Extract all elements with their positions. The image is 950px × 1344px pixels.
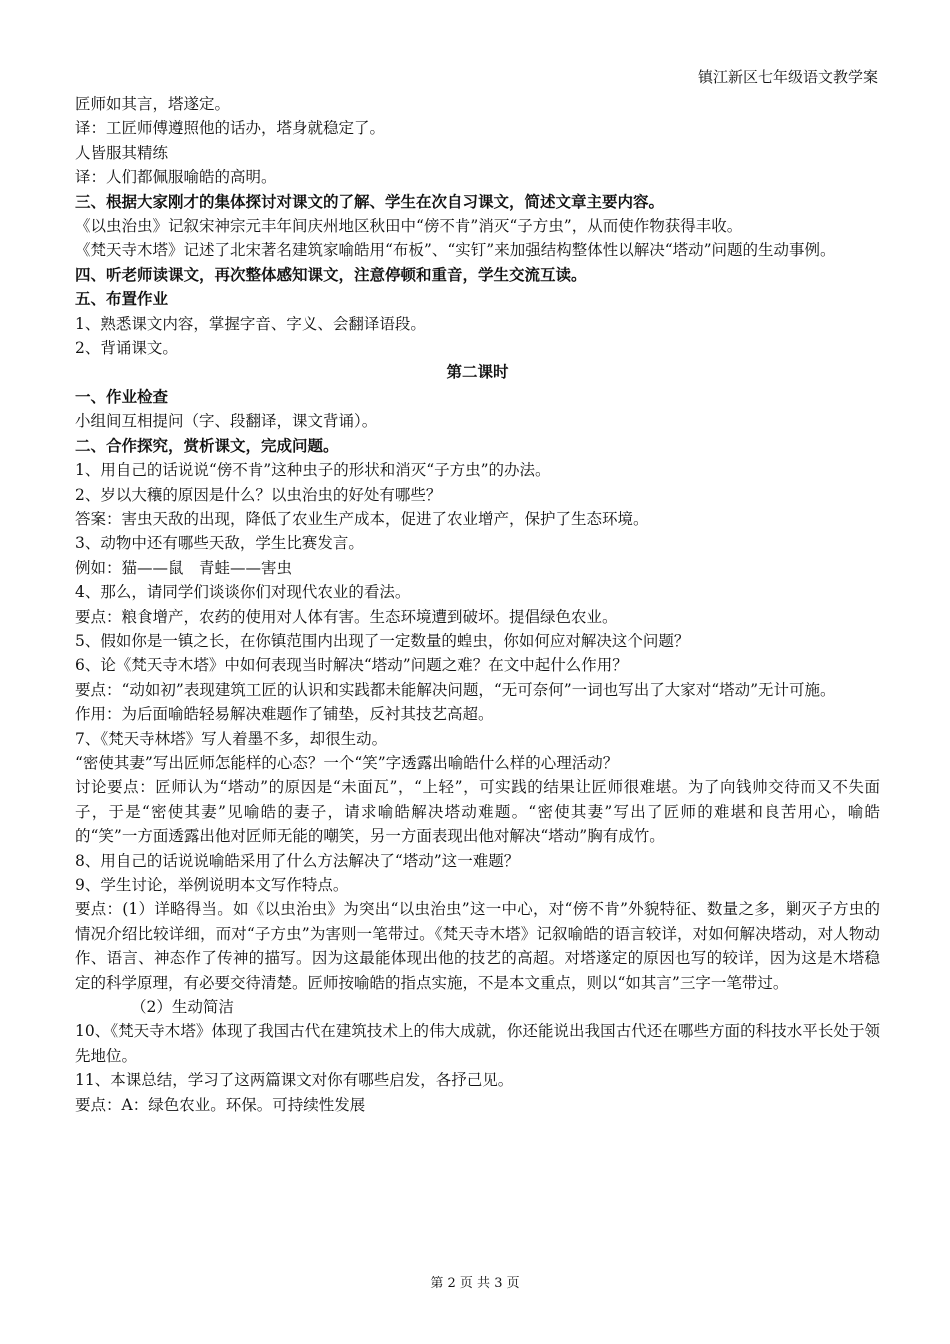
homework-item: 1、熟悉课文内容，掌握字音、字义、会翻译语段。 [75, 314, 426, 333]
answer-paragraph: 答案：害虫天敌的出现，降低了农业生产成本，促进了农业增产，保护了生态环境。 [75, 509, 649, 528]
answer-paragraph: 要点：粮食增产，农药的使用对人体有害。生态环境遭到破坏。提倡绿色农业。 [75, 607, 618, 626]
homework-item: 2、背诵课文。 [75, 339, 178, 358]
text-line: 匠师如其言，塔遂定。 [75, 95, 231, 113]
lesson-title: 第二课时 [446, 362, 509, 382]
example-line: 例如：猫——鼠 青蛙——害虫 [75, 558, 293, 577]
question-item: 10、《梵天寺木塔》体现了我国古代在建筑技术上的伟大成就，你还能说出我国古代还在哪些方面的科技水平长处于领先地位。 [75, 1022, 880, 1065]
page-header: 镇江新区七年级语文教学案 [697, 68, 878, 86]
answer-paragraph: 要点：“动如初”表现建筑工匠的认识和实践都未能解决问题，“无可奈何”一词也写出了大家对“塔动”无计可施。 [75, 680, 836, 699]
page-footer: 第 2 页 共 3 页 [430, 1276, 520, 1291]
text-line: 人皆服其精练 [75, 143, 169, 162]
question-item: 5、假如你是一镇之长，在你镇范围内出现了一定数量的蝗虫，你如何应对解决这个问题？ [75, 631, 690, 650]
document-body [75, 92, 880, 1117]
question-item: 11、本课总结，学习了这两篇课文对你有哪些启发，各抒己见。 [75, 1071, 514, 1090]
question-item: “密使其妻”写出匠师怎能样的心态？一个“笑”字透露出喻皓什么样的心理活动？ [75, 753, 619, 772]
section-heading: 二、合作探究，赏析课文，完成问题。 [75, 435, 339, 455]
text-line: 小组间互相提问（字、段翻译，课文背诵）。 [75, 412, 378, 431]
summary-paragraph: 《梵天寺木塔》记述了北宋著名建筑家喻皓用“布板”、“实钉”来加强结构整体性以解决“塔动”问题的生动事例。 [75, 241, 836, 260]
answer-paragraph: 讨论要点：匠师认为“塔动”的原因是“未面瓦”，“上轻”，可实践的结果让匠师很难堪。为了向钱帅交待而又不失面子，于是“密使其妻”见喻皓的妻子，请求喻皓解决塔动难题。“密使其妻”写出了匠师的难堪和良苦用心，喻皓的“笑”一方面透露出他对匠师无能的嘲笑，另一方面表现出他对解决“塔动”胸有成竹。 [75, 778, 880, 846]
question-item: 6、论《梵天寺木塔》中如何表现当时解决“塔动”问题之难？在文中起什么作用？ [75, 656, 628, 675]
answer-paragraph: 要点：(1）详略得当。如《以虫治虫》为突出“以虫治虫”这一中心，对“傍不肯”外貌特征、数量之多，剿灭子方虫的情况介绍比较详细，而对“子方虫”为害则一笔带过。《梵天寺木塔》记叙喻皓的语言较详，对如何解决塔动，对人物动作、语言、神态作了传神的描写。因为这最能体现出他的技艺的高超。对塔遂定的原因也写的较详，因为这是木塔稳定的科学原理，有必要交待清楚。匠师按喻皓的指点实施，不是本文重点，则以“如其言”三字一笔带过。 [75, 900, 880, 992]
section-heading: 五、布置作业 [75, 289, 169, 309]
translation-line: 译：人们都佩服喻皓的高明。 [75, 168, 277, 187]
section-heading: 三、根据大家刚才的集体探讨对课文的了解、学生在次自习课文，简述文章主要内容。 [75, 191, 665, 211]
translation-line: 译：工匠师傅遵照他的话办，塔身就稳定了。 [75, 119, 386, 138]
summary-paragraph: 《以虫治虫》记叙宋神宗元丰年间庆州地区秋田中“傍不肯”消灭“子方虫”，从而使作物获得丰收。 [75, 217, 743, 236]
question-item: 1、用自己的话说说“傍不肯”这种虫子的形状和消灭“子方虫”的办法。 [75, 461, 551, 480]
answer-paragraph: 要点：A：绿色农业。环保。可持续性发展 [75, 1095, 366, 1114]
question-item: 4、那么，请同学们谈谈你们对现代农业的看法。 [75, 583, 411, 602]
question-item: 9、学生讨论，举例说明本文写作特点。 [75, 876, 349, 894]
section-heading: 四、听老师读课文，再次整体感知课文，注意停顿和重音，学生交流互读。 [75, 264, 587, 284]
question-item: 2、岁以大穰的原因是什么？以虫治虫的好处有哪些？ [75, 485, 442, 504]
answer-paragraph: 作用：为后面喻皓轻易解决难题作了铺垫，反衬其技艺高超。 [75, 705, 494, 724]
answer-subpoint: （2）生动简洁 [131, 998, 234, 1017]
section-heading: 一、作业检查 [75, 386, 169, 406]
question-item: 7、《梵天寺林塔》写人着墨不多，却很生动。 [75, 729, 388, 748]
question-item: 3、动物中还有哪些天敌，学生比赛发言。 [75, 534, 364, 553]
question-item: 8、用自己的话说说喻皓采用了什么方法解决了“塔动”这一难题？ [75, 851, 520, 870]
